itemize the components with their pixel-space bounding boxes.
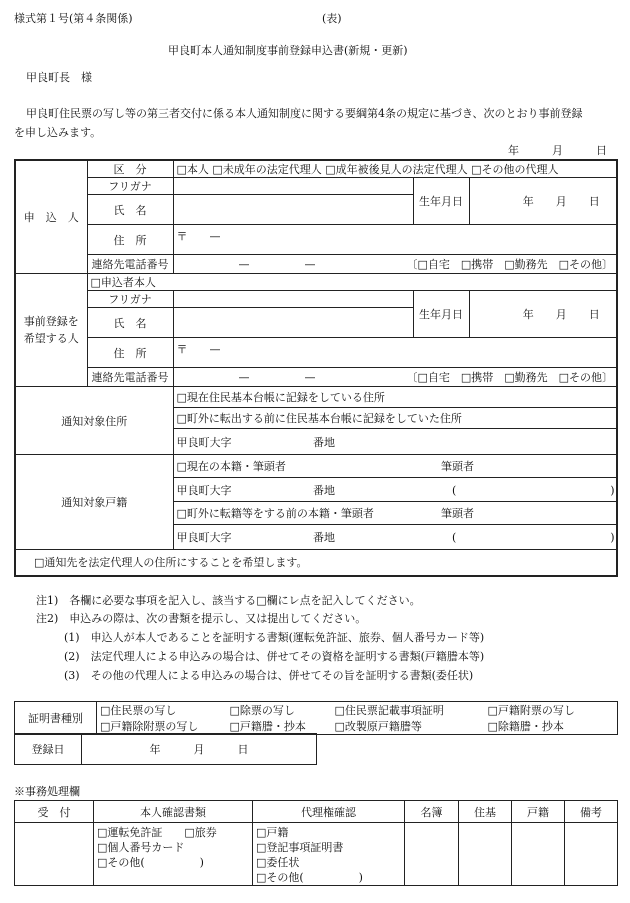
intro-text-line1: 甲良町住民票の写し等の第三者交付に係る本人通知制度に関する要綱第4条の規定に基づき、次のとおり事前登録 [26, 107, 583, 120]
cert-option-removed-family[interactable]: □除籍謄・抄本 [485, 718, 618, 735]
registrant-name-label: 氏 名 [87, 308, 173, 338]
registrant-address-label: 住 所 [87, 338, 173, 368]
applicant-furigana-label: フリガナ [87, 178, 173, 195]
office-use-title: ※事務処理欄 [14, 785, 80, 798]
cert-option-original-family[interactable]: □改製原戸籍謄等 [332, 718, 485, 735]
registrant-phone-field[interactable] [173, 368, 617, 387]
target-address-detail[interactable] [173, 429, 617, 455]
target-family-row3[interactable] [173, 502, 617, 525]
registrant-birth-label: 生年月日 [413, 291, 469, 338]
authority-proxy[interactable]: □委任状 [256, 856, 300, 869]
office-register-cell[interactable] [405, 823, 459, 886]
target-family-town2: 甲良町大字 [176, 531, 232, 544]
side-label: (表) [322, 12, 342, 25]
office-header-identity: 本人確認書類 [94, 801, 253, 823]
registrant-phone-label: 連絡先電話番号 [87, 368, 173, 387]
office-family-cell[interactable] [512, 823, 565, 886]
registrant-furigana-field[interactable] [173, 291, 413, 308]
target-address-option2[interactable]: □町外に転出する前に住民基本台帳に記録をしていた住所 [173, 408, 617, 429]
certificate-type-table [14, 701, 618, 735]
cert-option-resident-items[interactable]: □住民票記載事項証明 [332, 702, 485, 719]
target-family-head2: 筆頭者 [441, 507, 474, 520]
identity-other[interactable]: □その他( ) [97, 856, 204, 869]
kubun-options[interactable]: □本人 □未成年の法定代理人 □成年被後見人の法定代理人 □その他の代理人 [173, 160, 617, 178]
registrant-birth-field[interactable]: 年 月 日 [469, 291, 617, 338]
target-address-lot: 番地 [313, 435, 335, 449]
target-family-label: 通知対象戸籍 [15, 455, 173, 550]
target-family-lot1: 番地 [313, 483, 335, 497]
registration-date-table [14, 733, 317, 765]
applicant-name-field[interactable] [173, 195, 413, 225]
note-1: 注1) 各欄に必要な事項を記入し、該当する□欄にレ点を記入してください。 [36, 594, 421, 607]
registrant-name-field[interactable] [173, 308, 413, 338]
cert-option-resident[interactable]: □住民票の写し [97, 702, 227, 719]
registration-date-field[interactable]: 年 月 日 [82, 734, 317, 765]
registrant-phone-types[interactable]: 〔□自宅 □携帯 □勤務先 □その他〕 [406, 371, 614, 384]
applicant-address-label: 住 所 [87, 225, 173, 255]
target-family-row2[interactable] [173, 478, 617, 502]
authority-other[interactable]: □その他( ) [256, 871, 363, 884]
authority-registry[interactable]: □登記事項証明書 [256, 841, 344, 854]
office-header-family: 戸籍 [512, 801, 565, 823]
applicant-section-label: 申 込 人 [15, 160, 87, 274]
applicant-phone-value: — — [238, 258, 316, 271]
office-header-receipt: 受 付 [15, 801, 94, 823]
application-date: 年 月 日 [508, 144, 607, 157]
office-receipt-cell[interactable] [15, 823, 94, 886]
identity-mynumber[interactable]: □個人番号カード [97, 841, 185, 854]
applicant-birth-label: 生年月日 [413, 178, 469, 225]
target-family-head1: 筆頭者 [441, 460, 474, 473]
note-2-item-3: (3) その他の代理人による申込みの場合は、併せてその旨を証明する書類(委任状) [64, 669, 474, 682]
registrant-self-check[interactable]: □申込者本人 [87, 274, 617, 291]
office-authority-cell[interactable] [253, 823, 405, 886]
cert-option-removal[interactable]: □除票の写し [227, 702, 332, 719]
note-2-item-2: (2) 法定代理人による申込みの場合は、併せてその資格を証明する書類(戸籍謄本等) [64, 650, 485, 663]
intro-text-line2: を申し込みます。 [14, 126, 102, 139]
note-2-item-1: (1) 申込人が本人であることを証明する書類(運転免許証、旅券、個人番号カード等) [64, 631, 485, 644]
office-resident-cell[interactable] [459, 823, 512, 886]
office-identity-cell[interactable] [94, 823, 253, 886]
target-family-paren1: ( ) [452, 483, 615, 497]
registrant-address-field[interactable]: 〒 — [173, 338, 617, 368]
target-address-option1[interactable]: □現在住民基本台帳に記録をしている住所 [173, 387, 617, 408]
target-family-lot2: 番地 [313, 531, 335, 544]
applicant-furigana-field[interactable] [173, 178, 413, 195]
office-header-resident: 住基 [459, 801, 512, 823]
office-use-table [14, 800, 618, 886]
target-address-town: 甲良町大字 [176, 435, 232, 449]
identity-license-passport[interactable]: □運転免許証 □旅券 [97, 826, 217, 839]
guardian-address-wish[interactable]: □通知先を法定代理人の住所にすることを希望します。 [15, 550, 617, 576]
office-header-register: 名簿 [405, 801, 459, 823]
note-2: 注2) 申込みの際は、次の書類を提示し、又は提出してください。 [36, 612, 367, 625]
applicant-phone-label: 連絡先電話番号 [87, 255, 173, 274]
target-address-label: 通知対象住所 [15, 387, 173, 455]
target-family-option1[interactable]: □現在の本籍・筆頭者 [176, 460, 286, 473]
registrant-label-line2: 希望する人 [23, 332, 79, 345]
registrant-label-line1: 事前登録を [23, 315, 79, 328]
registration-date-label: 登録日 [15, 734, 82, 765]
cert-option-family-copy[interactable]: □戸籍謄・抄本 [227, 718, 332, 735]
cert-option-family-annex[interactable]: □戸籍附票の写し [485, 702, 618, 719]
registrant-phone-value: — — [238, 371, 316, 384]
certificate-type-label: 証明書種別 [15, 702, 97, 735]
target-family-row1[interactable] [173, 455, 617, 478]
kubun-label: 区 分 [87, 160, 173, 178]
form-number: 様式第１号(第４条関係) [14, 12, 133, 25]
authority-family[interactable]: □戸籍 [256, 826, 289, 839]
applicant-birth-field[interactable]: 年 月 日 [469, 178, 617, 225]
addressee: 甲良町長 様 [26, 71, 92, 84]
applicant-phone-types[interactable]: 〔□自宅 □携帯 □勤務先 □その他〕 [406, 258, 614, 271]
applicant-name-label: 氏 名 [87, 195, 173, 225]
office-remarks-cell[interactable] [565, 823, 618, 886]
target-family-option2[interactable]: □町外に転籍等をする前の本籍・筆頭者 [176, 507, 374, 520]
target-family-row4[interactable] [173, 525, 617, 550]
office-header-remarks: 備考 [565, 801, 618, 823]
registrant-furigana-label: フリガナ [87, 291, 173, 308]
applicant-phone-field[interactable] [173, 255, 617, 274]
applicant-address-field[interactable]: 〒 — [173, 225, 617, 255]
page-title: 甲良町本人通知制度事前登録申込書(新規・更新) [168, 44, 408, 57]
target-family-town1: 甲良町大字 [176, 483, 232, 497]
cert-option-family-annex-removal[interactable]: □戸籍除附票の写し [97, 718, 227, 735]
office-header-authority: 代理権確認 [253, 801, 405, 823]
application-table [14, 159, 618, 577]
registrant-section-label [15, 274, 87, 387]
target-family-paren2: ( ) [452, 531, 615, 544]
